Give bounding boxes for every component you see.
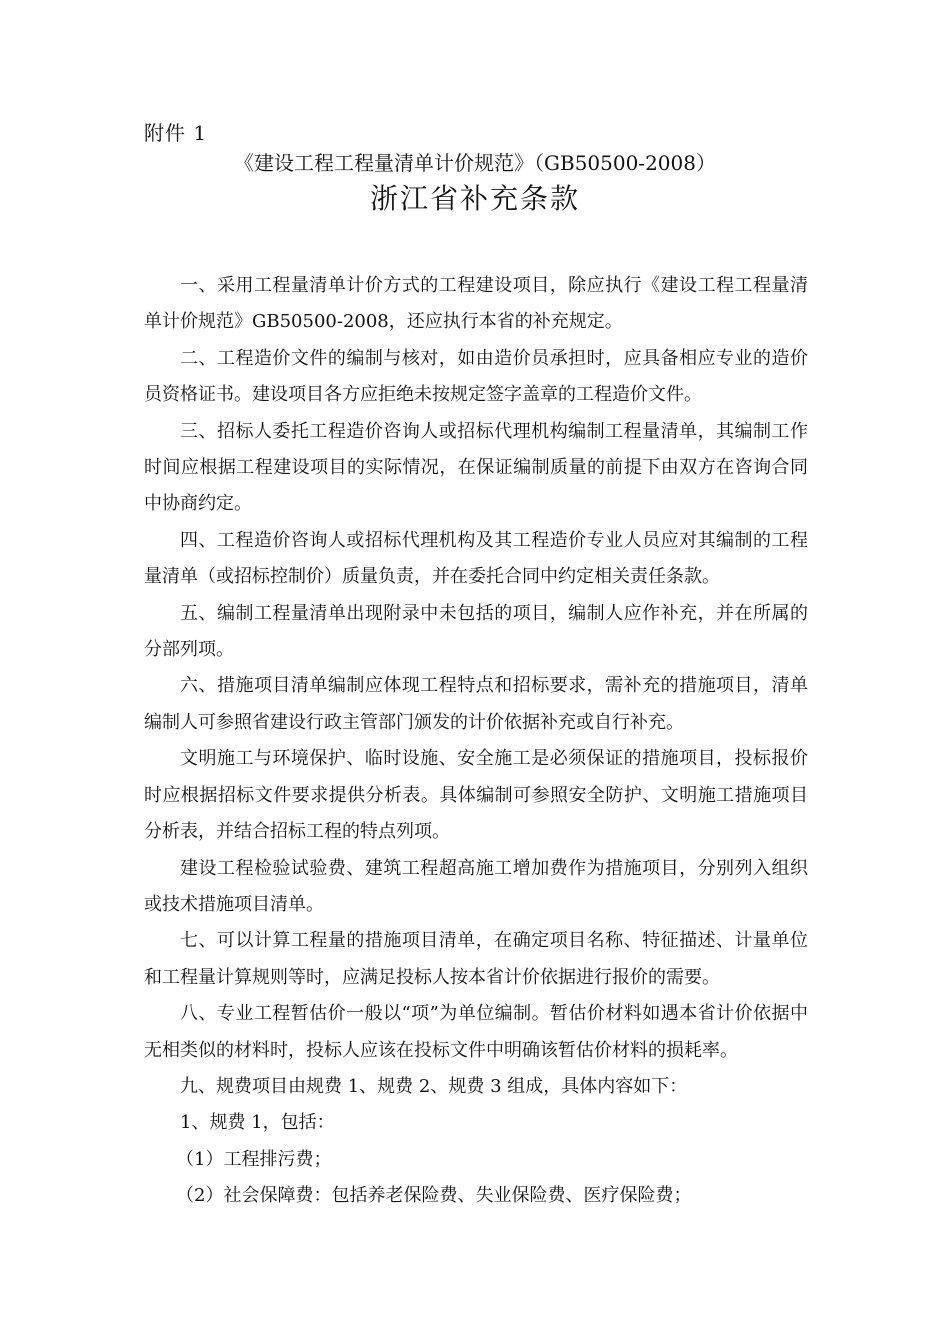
paragraph-clause-5: 五、编制工程量清单出现附录中未包括的项目，编制人应作补充，并在所属的分部列项。 [144,602,808,661]
paragraph-clause-6-safety: 文明施工与环境保护、临时设施、安全施工是必须保证的措施项目，投标报价时应根据招标文件要求提供分析表。具体编制可参照安全防护、文明施工措施项目分析表，并结合招标工程的特点列项。 [144,748,808,843]
paragraph-fee-1-item-1: （1）工程排污费； [176,1148,332,1170]
paragraph-clause-1: 一、采用工程量清单计价方式的工程建设项目，除应执行《建设工程工程量清单计价规范》GB50500-2008，还应执行本省的补充规定。 [144,275,808,333]
paragraph-clause-6: 六、措施项目清单编制应体现工程特点和招标要求，需补充的措施项目，清单编制人可参照省建设行政主管部门颁发的计价依据补充或自行补充。 [144,675,808,733]
paragraph-clause-4: 四、工程造价咨询人或招标代理机构及其工程造价专业人员应对其编制的工程量清单（或招标控制价）质量负责，并在委托合同中约定相关责任条款。 [144,529,808,588]
paragraph-fee-1-item-2: （2）社会保障费：包括养老保险费、失业保险费、医疗保险费； [176,1185,692,1207]
paragraph-clause-6-testing: 建设工程检验试验费、建筑工程超高施工增加费作为措施项目，分别列入组织或技术措施项目清单。 [144,857,808,915]
paragraph-clause-9: 九、规费项目由规费 1、规费 2、规费 3 组成，具体内容如下： [180,1075,688,1097]
document-body [144,268,808,1215]
document-subtitle: 浙江省补充条款 [369,182,580,215]
paragraph-clause-3: 三、招标人委托工程造价咨询人或招标代理机构编制工程量清单，其编制工作时间应根据工程建设项目的实际情况，在保证编制质量的前提下由双方在咨询合同中协商约定。 [144,420,808,515]
paragraph-clause-2: 二、工程造价文件的编制与核对，如由造价员承担时，应具备相应专业的造价员资格证书。建设项目各方应拒绝未按规定签字盖章的工程造价文件。 [144,347,808,406]
paragraph-clause-8: 八、专业工程暂估价一般以“项”为单位编制。暂估价材料如遇本省计价依据中无相类似的材料时，投标人应该在投标文件中明确该暂估价材料的损耗率。 [144,1003,808,1061]
paragraph-clause-7: 七、可以计算工程量的措施项目清单，在确定项目名称、特征描述、计量单位和工程量计算规则等时，应满足投标人按本省计价依据进行报价的需要。 [144,930,808,988]
document-title: 《建设工程工程量清单计价规范》（GB50500-2008） [234,151,716,175]
paragraph-fee-1: 1、规费 1，包括： [180,1112,335,1134]
attachment-label: 附件 1 [144,121,208,145]
